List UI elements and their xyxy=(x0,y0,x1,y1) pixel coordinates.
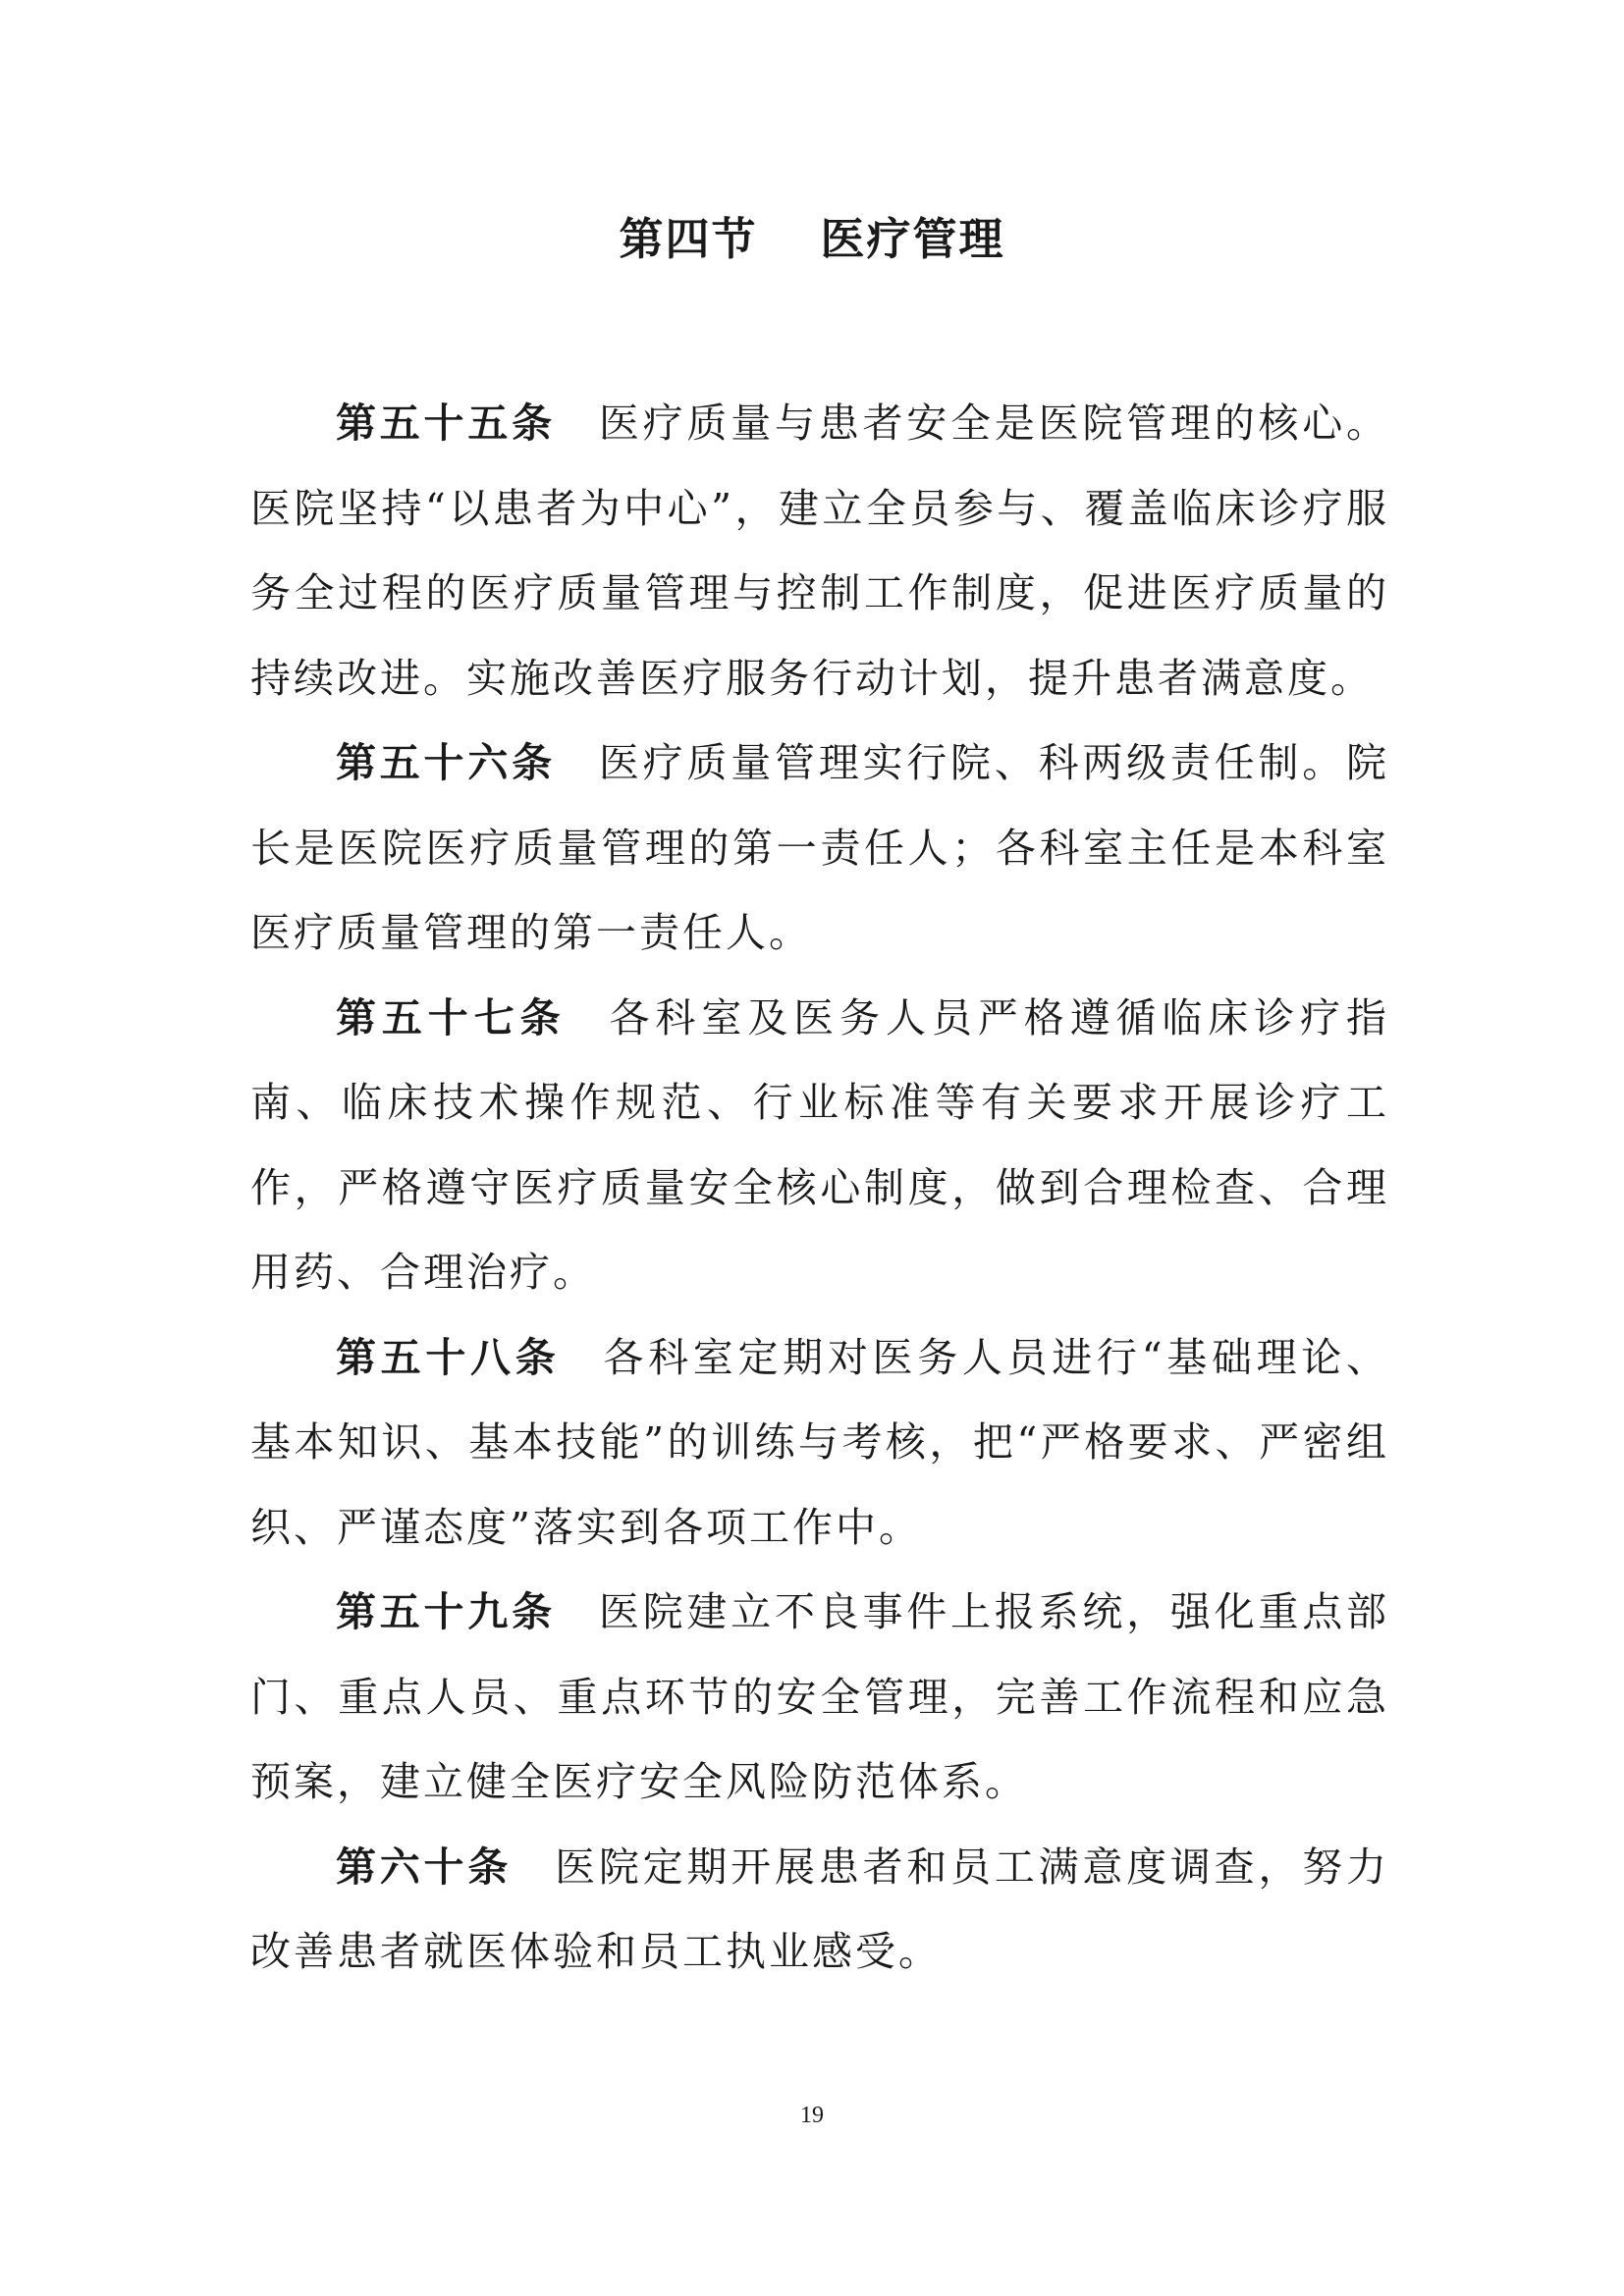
article-text: 医疗质量与患者安全是医院管理的核心。医院坚持“以患者为中心”，建立全员参与、覆盖临床诊疗服务全过程的医疗质量管理与控制工作制度，促进医疗质量的持续改进。实施改善医疗服务行动计划，提升患者满意度。 xyxy=(250,400,1390,702)
section-name: 医疗管理 xyxy=(820,213,1005,265)
page-number: 19 xyxy=(800,2103,824,2128)
article-57 xyxy=(250,976,1389,1315)
article-text: 各科室定期对医务人员进行“基础理论、基本知识、基本技能”的训练与考核，把“严格要求、严密组织、严谨态度”落实到各项工作中。 xyxy=(250,1333,1389,1551)
article-59 xyxy=(250,1570,1389,1825)
section-title xyxy=(0,208,1624,271)
article-text: 医院建立不良事件上报系统，强化重点部门、重点人员、重点环节的安全管理，完善工作流程和应急预案，建立健全医疗安全风险防范体系。 xyxy=(250,1588,1390,1805)
article-text: 医院定期开展患者和员工满意度调查，努力改善患者就医体验和员工执业感受。 xyxy=(250,1842,1390,1975)
document-body xyxy=(250,381,1389,1995)
article-label: 第五十七条 xyxy=(336,993,567,1041)
article-60 xyxy=(250,1825,1389,1995)
section-number: 第四节 xyxy=(619,213,758,265)
article-label: 第五十六条 xyxy=(336,739,556,786)
article-label: 第五十九条 xyxy=(336,1588,556,1635)
article-56 xyxy=(250,721,1389,976)
article-label: 第五十五条 xyxy=(336,400,556,447)
article-58 xyxy=(250,1315,1389,1571)
article-label: 第六十条 xyxy=(336,1842,513,1891)
article-label: 第五十八条 xyxy=(336,1333,561,1381)
article-text: 各科室及医务人员严格遵循临床诊疗指南、临床技术操作规范、行业标准等有关要求开展诊疗工作，严格遵守医疗质量安全核心制度，做到合理检查、合理用药、合理治疗。 xyxy=(250,993,1390,1296)
article-55 xyxy=(250,381,1389,721)
article-text: 医疗质量管理实行院、科两级责任制。院长是医院医疗质量管理的第一责任人；各科室主任是本科室医疗质量管理的第一责任人。 xyxy=(250,739,1390,956)
